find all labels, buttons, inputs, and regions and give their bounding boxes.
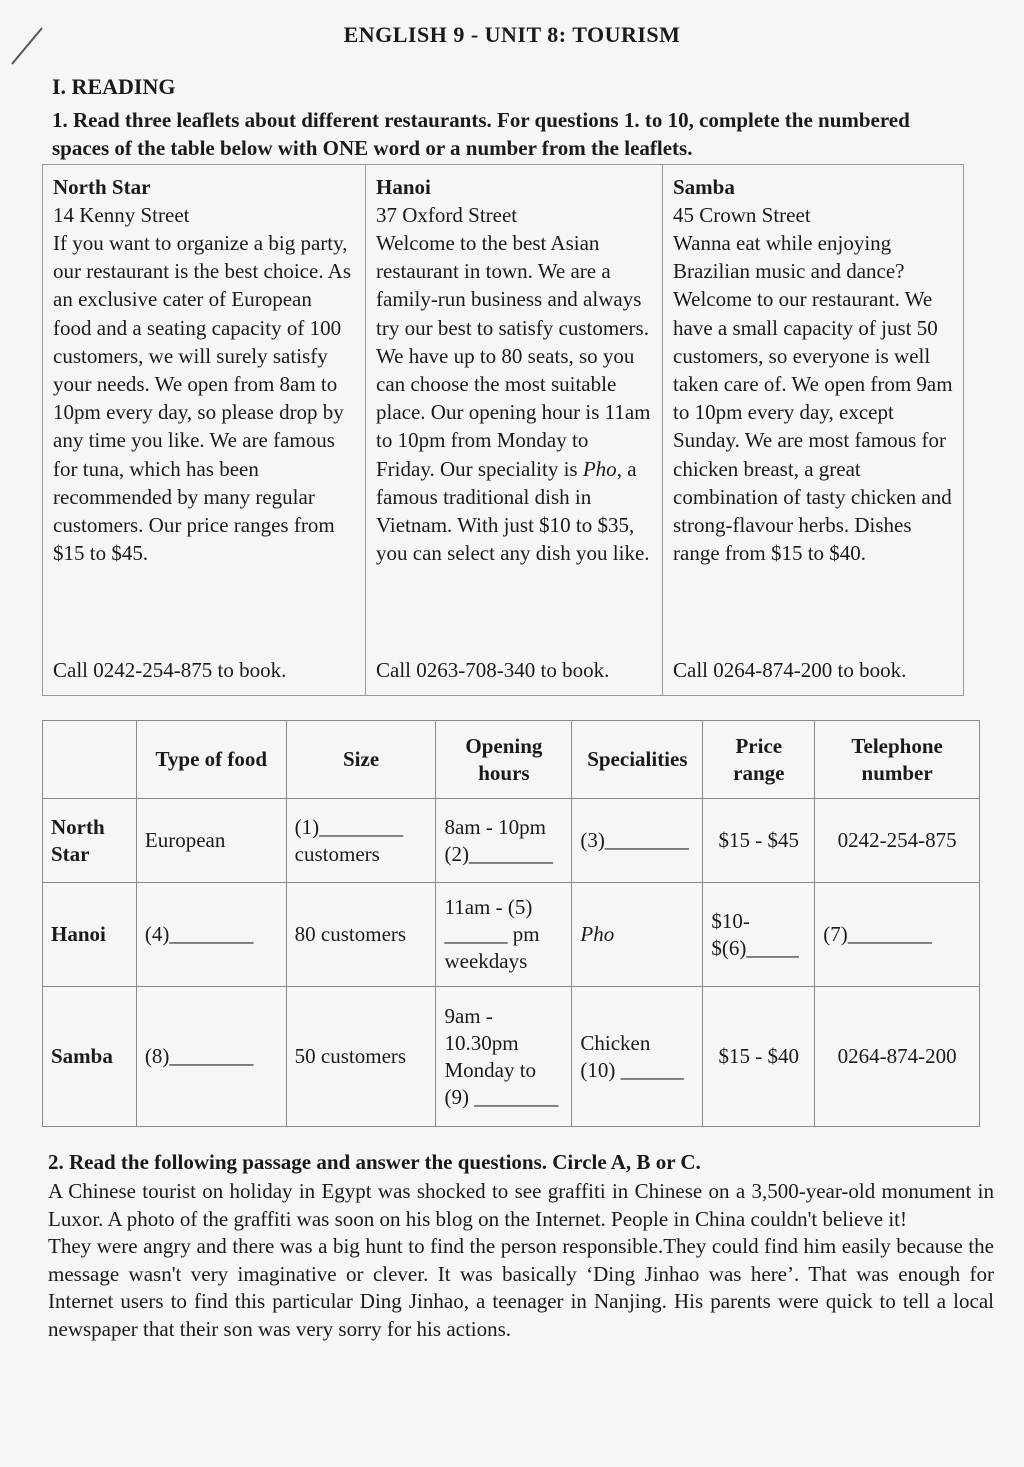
- leaflet-body-part: Welcome to the best Asian restaurant in town. We are a family-run business and always try our best to satisfy customers. We have up to 80 seats, so you can choose the most suitable place. Our opening hour is 11am to 10pm from Monday to Friday. Our speciality is: [376, 231, 651, 481]
- cell-phone: 0242-254-875: [815, 799, 980, 883]
- row-name: North Star: [43, 799, 137, 883]
- table-header: Type of food: [136, 721, 286, 799]
- table-header: Opening hours: [436, 721, 572, 799]
- reading-instruction: 1. Read three leaflets about different restaurants. For questions 1. to 10, complete the numbered spaces of the table below with ONE word or a number from the leaflets.: [52, 108, 910, 160]
- cell-hours: [436, 883, 572, 987]
- cell-line: 10.30pm: [444, 1030, 519, 1055]
- cell-size: 50 customers: [286, 987, 436, 1127]
- leaflet-address: 45 Crown Street: [673, 203, 811, 227]
- leaflet-body: If you want to organize a big party, our restaurant is the best choice. As an exclusive cater of European food and a seating capacity of 100 customers, we will surely satisfy your needs. We open from 8am to 10pm every day, so please drop by any time you like. We are famous for tuna, which has been recommended by many regular customers. Our price ranges from $15 to $45.: [53, 231, 351, 566]
- leaflet-body: [376, 229, 652, 567]
- cell-price: [703, 883, 815, 987]
- leaflet-address: 37 Oxford Street: [376, 203, 518, 227]
- cell-speciality: (3)________: [572, 799, 703, 883]
- cell-line: ______ pm: [444, 922, 540, 946]
- leaflet-name: Samba: [673, 175, 735, 199]
- passage-paragraph: They were angry and there was a big hunt to find the person responsible.They could find him easily because the message wasn't very imaginative or clever. It was basically ‘Ding Jinhao was here’. That was enough for Internet users to find this particular Ding Jinhao, a teenager in Nanjing. His parents were quick to tell a local newspaper that their son was very sorry for his actions.: [48, 1234, 994, 1341]
- cell-size: [286, 799, 436, 883]
- cell-size: 80 customers: [286, 883, 436, 987]
- cell-line: 9am -: [444, 1003, 493, 1028]
- reading-passage: [48, 1178, 994, 1343]
- restaurant-table: [42, 720, 980, 1127]
- cell-speciality: [572, 987, 703, 1127]
- cell-line: (9) ________: [444, 1084, 559, 1109]
- cell-line: customers: [294, 841, 380, 866]
- cell-line: Monday to: [444, 1057, 537, 1082]
- cell-food: (4)________: [136, 883, 286, 987]
- leaflet-body-part: , a famous traditional dish in Vietnam. With just $10 to $35, you can select any dish you like.: [376, 456, 650, 566]
- cell-food: (8)________: [136, 987, 286, 1127]
- cell-line: $(6)_____: [711, 935, 799, 960]
- table-row: [43, 799, 980, 883]
- table-header: Specialities: [572, 721, 703, 799]
- cell-phone: 0264-874-200: [815, 987, 980, 1127]
- leaflet-hanoi: [365, 165, 662, 695]
- table-header: Size: [286, 721, 436, 799]
- passage-paragraph: A Chinese tourist on holiday in Egypt was shocked to see graffiti in Chinese on a 3,500-year-old monument in Luxor. A photo of the graffiti was soon on his blog on the Internet. People in China couldn't believe it!: [48, 1179, 994, 1231]
- leaflet-north-star: [43, 165, 365, 695]
- cell-line: $10-: [711, 908, 750, 933]
- table-row: [43, 883, 980, 987]
- cell-hours: [436, 799, 572, 883]
- row-name: Hanoi: [43, 883, 137, 987]
- leaflet-call: Call 0263-708-340 to book.: [376, 658, 610, 682]
- cell-line: Chicken: [580, 1030, 651, 1055]
- cell-line: 8am - 10pm: [444, 814, 546, 839]
- cell-line: (1)________: [294, 814, 404, 839]
- row-name: Samba: [43, 987, 137, 1127]
- leaflet-name: Hanoi: [376, 175, 431, 199]
- cell-hours: [436, 987, 572, 1127]
- leaflet-call: Call 0242-254-875 to book.: [53, 658, 287, 682]
- cell-line: weekdays: [444, 949, 528, 973]
- leaflet-body-italic: Pho: [582, 456, 617, 481]
- page-title: ENGLISH 9 - UNIT 8: TOURISM: [343, 22, 681, 47]
- leaflet-body: Wanna eat while enjoying Brazilian music and dance? Welcome to our restaurant. We have a small capacity of just 50 customers, so everyone is well taken care of. We open from 9am to 10pm every day, except Sunday. We are most famous for chicken breast, a great combination of tasty chicken and strong-flavour herbs. Dishes range from $15 to $40.: [673, 231, 953, 566]
- leaflet-call: Call 0264-874-200 to book.: [673, 658, 907, 682]
- cell-price: $15 - $45: [703, 799, 815, 883]
- section-heading-reading: I. READING: [52, 74, 176, 99]
- table-header: Telephone number: [815, 721, 980, 799]
- table-header: Price range: [703, 721, 815, 799]
- cell-line: (2)________: [444, 841, 553, 866]
- leaflets-box: [42, 164, 964, 696]
- cell-line: 11am - (5): [444, 895, 533, 919]
- cell-speciality: Pho: [572, 883, 703, 987]
- cell-food: European: [136, 799, 286, 883]
- cell-price: $15 - $40: [703, 987, 815, 1127]
- leaflet-address: 14 Kenny Street: [53, 203, 190, 227]
- leaflet-samba: [662, 165, 963, 695]
- leaflet-name: North Star: [53, 175, 151, 199]
- section-heading-passage: 2. Read the following passage and answer the questions. Circle A, B or C.: [48, 1150, 701, 1174]
- cell-line: (10) ______: [580, 1057, 684, 1082]
- table-header: [43, 721, 137, 799]
- table-header-row: [43, 721, 980, 799]
- table-row: [43, 987, 980, 1127]
- cell-phone: (7)________: [815, 883, 980, 987]
